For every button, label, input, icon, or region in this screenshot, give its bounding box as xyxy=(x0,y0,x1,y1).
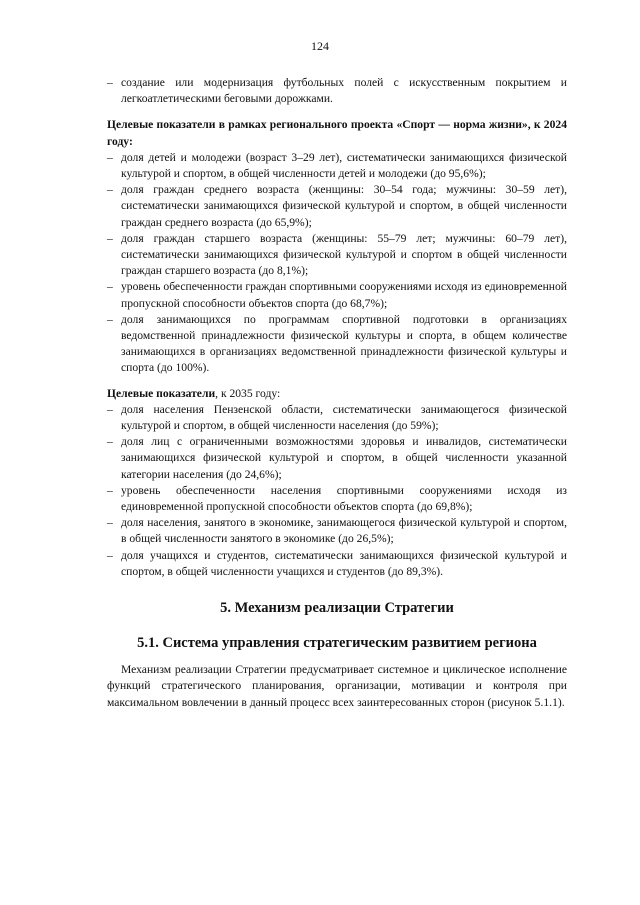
list-item-text: создание или модернизация футбольных полей с искусственным покрытием и легкоатлетическими беговыми дорожками. xyxy=(121,76,567,106)
list-item-text: доля граждан старшего возраста (женщины: 55–79 лет; мужчины: 60–79 лет), систематически занимающихся физической культурой и спортом в общей численности граждан старшего возраста (до 8,1%); xyxy=(121,231,567,278)
page-content xyxy=(107,75,567,722)
list-item xyxy=(107,483,567,515)
targets-2035-heading xyxy=(107,386,567,402)
list-item-text: доля лиц с ограниченными возможностями здоровья и инвалидов, систематически занимающихся физической культурой и спортом, в общей численности указанной категории населения (до 24,6%); xyxy=(121,435,567,481)
list-item xyxy=(107,279,567,311)
bullet-dash: – xyxy=(107,435,113,449)
bullet-dash: – xyxy=(107,231,113,245)
list-item xyxy=(107,402,567,434)
bullet-dash: – xyxy=(107,312,113,326)
list-item xyxy=(107,150,567,182)
list-item-text: доля населения, занятого в экономике, занимающегося физической культурой и спортом, в общей численности занятого в экономике (до 26,5%); xyxy=(121,516,567,546)
targets-2024-list xyxy=(107,150,567,377)
bullet-dash: – xyxy=(107,150,113,164)
list-item xyxy=(107,434,567,483)
bullet-dash: – xyxy=(107,76,113,89)
targets-2035-heading-rest: , к 2035 году: xyxy=(215,386,281,400)
list-item xyxy=(107,548,567,580)
targets-2035-heading-bold: Целевые показатели xyxy=(107,386,216,400)
list-item xyxy=(107,231,567,280)
bullet-dash: – xyxy=(107,280,113,294)
bullet-dash: – xyxy=(107,183,113,197)
list-item-text: доля учащихся и студентов, систематически занимающихся физической культурой и спортом, в общей численности учащихся и студентов (до 89,3%). xyxy=(121,548,567,578)
list-item-text: уровень обеспеченности граждан спортивными сооружениями исходя из единовременной пропускной способности объектов спорта (до 68,7%); xyxy=(121,280,567,310)
list-item xyxy=(107,75,567,107)
bullet-dash: – xyxy=(107,483,113,497)
body-paragraph: Механизм реализации Стратегии предусматривает системное и циклическое исполнение функций стратегического планирования, организации, мотивации и контроля при максимальном вовлечении в данный процесс всех заинтересованных сторон (рисунок 5.1.1). xyxy=(107,663,567,709)
page-number: 124 xyxy=(311,39,329,53)
bullet-dash: – xyxy=(107,548,113,562)
list-item-text: доля занимающихся по программам спортивной подготовки в организациях ведомственной принадлежности физической культуры и спорта, в общем количестве занимающихся в организациях ведомственной принадлежности физической культуры и спорта (до 100%). xyxy=(121,312,567,375)
bullet-dash: – xyxy=(107,516,113,530)
list-item-text: доля граждан среднего возраста (женщины: 30–54 года; мужчины: 30–59 лет), систематически занимающихся физической культурой и спортом, в общей численности граждан среднего возраста (до 65,9%); xyxy=(121,183,567,229)
list-item-text: доля населения Пензенской области, систематически занимающегося физической культурой и спортом, в общей численности населения (до 59%); xyxy=(121,402,567,433)
section-title: 5. Механизм реализации Стратегии xyxy=(220,600,454,617)
targets-2035-list xyxy=(107,402,567,580)
targets-2024-heading: Целевые показатели в рамках регионального проекта «Спорт — норма жизни», к 2024 году: xyxy=(107,118,567,148)
list-item-text: доля детей и молодежи (возраст 3–29 лет), систематически занимающихся физической культурой и спортом, в общей численности детей и молодежи (до 95,6%); xyxy=(121,150,567,181)
list-item-text: уровень обеспеченности населения спортивными сооружениями исходя из единовременной пропускной способности объектов спорта (до 69,8%); xyxy=(121,483,567,514)
bullet-dash: – xyxy=(107,402,113,416)
list-item xyxy=(107,312,567,377)
intro-list xyxy=(107,75,567,107)
list-item xyxy=(107,515,567,547)
subsection-title: 5.1. Система управления стратегическим развитием региона xyxy=(137,635,537,652)
list-item xyxy=(107,182,567,231)
